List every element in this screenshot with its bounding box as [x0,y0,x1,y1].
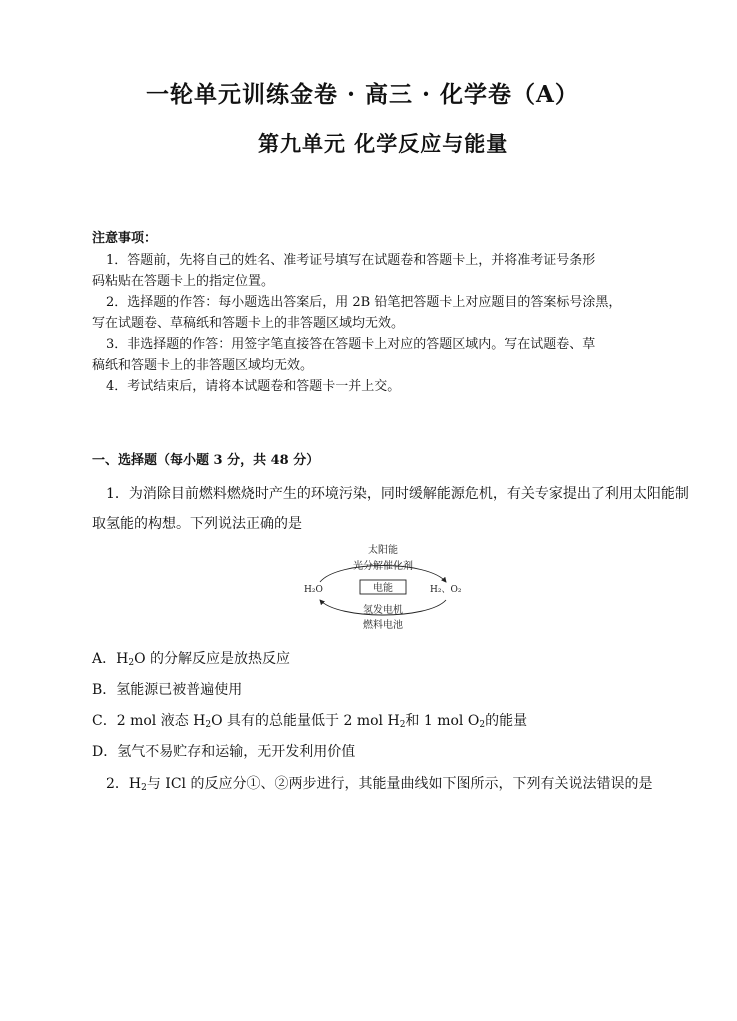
page-subtitle: 第九单元 化学反应与能量 [258,131,509,156]
diagram-upper-label: 光分解催化剂 [353,561,413,572]
notice-item-1-line-2: 码粘贴在答题卡上的指定位置。 [92,274,275,289]
section-heading: 一、选择题（每小题 3 分，共 48 分） [92,453,320,468]
q1-option-c: C．2 mol 液态 $H_2O$ 具有的总能量低于 2 mol $H_2$和 1 mol $O_2$的能量 [92,713,528,730]
notice-item-2-line-1: 2．选择题的作答：每小题选出答案后，用 2B 铅笔把答题卡上对应题目的答案标号涂黑， [106,295,622,310]
q1-stem-line-2: 取氢能的构想。下列说法正确的是 [92,516,302,532]
notice-heading: 注意事项： [92,231,158,246]
energy-cycle-diagram [298,542,468,632]
notice-item-3-line-2: 稿纸和答题卡上的非答题区域均无效。 [92,358,314,373]
diagram-right-label: H₂、O₂ [430,585,462,595]
diagram-left-label: H₂O [304,585,323,595]
q2-stem: 2．$H_2$与 ICl 的反应分①、②两步进行，其能量曲线如下图所示，下列有关说法错误的是 [106,776,653,793]
notice-item-2-line-2: 写在试题卷、草稿纸和答题卡上的非答题区域均无效。 [92,316,405,331]
notice-item-4: 4．考试结束后，请将本试题卷和答题卡一并上交。 [106,379,401,394]
q1-option-b: B．氢能源已被普遍使用 [92,682,243,698]
q1-option-a: A．$H_2O$ 的分解反应是放热反应 [92,651,290,668]
notice-item-1-line-1: 1．答题前，先将自己的姓名、准考证号填写在试题卷和答题卡上，并将准考证号条形 [106,253,596,268]
q1-stem-line-1: 1．为消除目前燃料燃烧时产生的环境污染，同时缓解能源危机，有关专家提出了利用太阳能制 [106,486,689,502]
diagram-top-label: 太阳能 [368,545,398,556]
diagram-center-label: 电能 [373,583,393,594]
q1-option-d: D．氢气不易贮存和运输，无开发利用价值 [92,744,356,760]
diagram-lower-label: 氢发电机 [363,605,403,616]
diagram-bottom-label: 燃料电池 [363,620,403,631]
page-title: 一轮单元训练金卷 · 高三 · 化学卷（A） [146,81,579,108]
notice-item-3-line-1: 3．非选择题的作答：用签字笔直接答在答题卡上对应的答题区域内。写在试题卷、草 [106,337,596,352]
